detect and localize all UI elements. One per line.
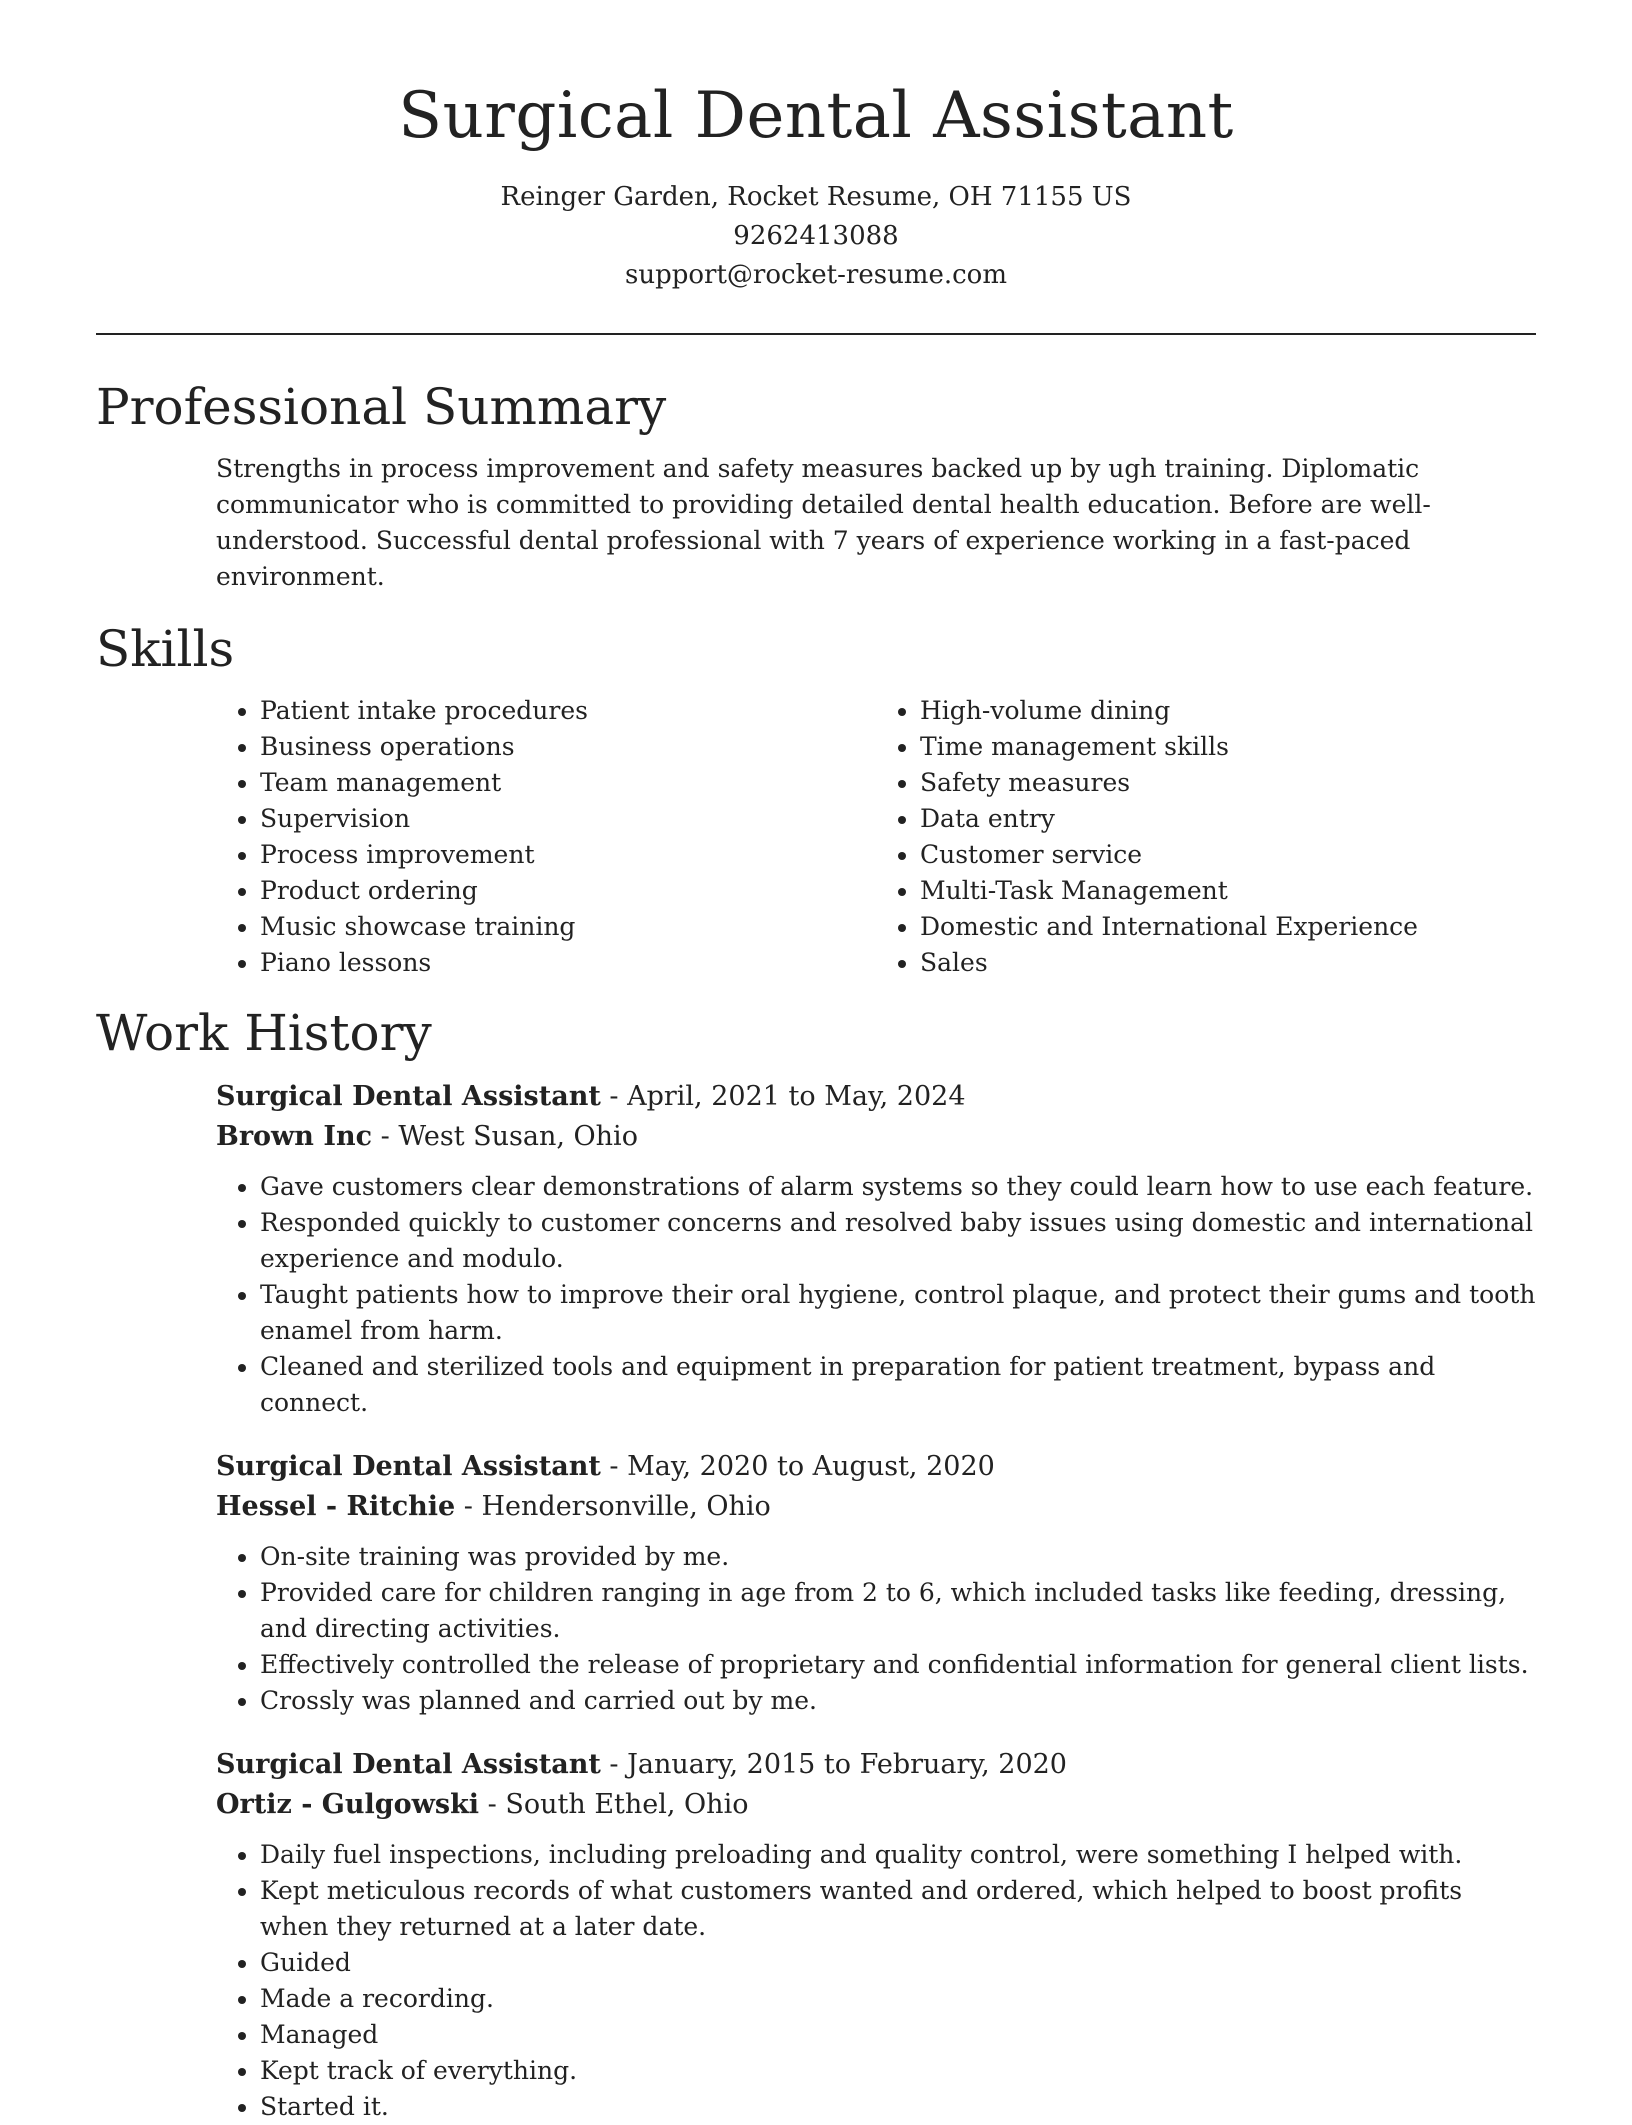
skill-item: • Supervision <box>260 801 876 837</box>
job-company-line <box>216 1117 1536 1157</box>
job-bullet: • Managed <box>260 2017 1536 2053</box>
job-dates: - May, 2020 to August, 2020 <box>600 1450 995 1482</box>
job-bullet: • Effectively controlled the release of proprietary and confidential information for general client lists. <box>260 1647 1536 1683</box>
job-bullet: • Cleaned and sterilized tools and equipment in preparation for patient treatment, bypass and connect. <box>260 1349 1536 1421</box>
work-history-section <box>96 1003 1536 2125</box>
job-position: Surgical Dental Assistant <box>216 1080 601 1112</box>
job-company-line <box>216 1487 1536 1527</box>
job-dates: - January, 2015 to February, 2020 <box>600 1748 1067 1780</box>
skill-item: • Domestic and International Experience <box>920 909 1536 945</box>
job-location: - West Susan, Ohio <box>372 1120 638 1152</box>
job-company-line <box>216 1785 1536 1825</box>
job-bullet-list <box>216 1169 1536 1421</box>
skill-item: • Safety measures <box>920 765 1536 801</box>
job-bullet: • Started it. <box>260 2089 1536 2125</box>
phone-number: 9262413088 <box>733 220 899 251</box>
skill-item: • Data entry <box>920 801 1536 837</box>
skill-item: • Customer service <box>920 837 1536 873</box>
skill-item: • Business operations <box>260 729 876 765</box>
professional-summary-heading: Professional Summary <box>96 377 667 436</box>
job-bullet: • Gave customers clear demonstrations of alarm systems so they could learn how to use each feature. <box>260 1169 1536 1205</box>
candidate-name: Surgical Dental Assistant <box>398 79 1234 153</box>
skill-item: • Team management <box>260 765 876 801</box>
skill-item: • Multi-Task Management <box>920 873 1536 909</box>
job-position: Surgical Dental Assistant <box>216 1748 601 1780</box>
header-divider <box>96 333 1536 335</box>
skills-list-right <box>876 693 1536 981</box>
job-bullet: • Kept track of everything. <box>260 2053 1536 2089</box>
job-bullet: • Taught patients how to improve their oral hygiene, control plaque, and protect their gums and tooth enamel from harm. <box>260 1277 1536 1349</box>
job-bullet: • Responded quickly to customer concerns and resolved baby issues using domestic and international experience and modulo. <box>260 1205 1536 1277</box>
job-bullet: • Guided <box>260 1945 1536 1981</box>
skill-item: • Patient intake procedures <box>260 693 876 729</box>
job-bullet: • Daily fuel inspections, including preloading and quality control, were something I helped with. <box>260 1837 1536 1873</box>
job-location: - Hendersonville, Ohio <box>455 1490 771 1522</box>
skill-item: • Piano lessons <box>260 945 876 981</box>
job-dates: - April, 2021 to May, 2024 <box>600 1080 966 1112</box>
job-bullet: • Kept meticulous records of what customers wanted and ordered, which helped to boost profits when they returned at a later date. <box>260 1873 1536 1945</box>
job-location: - South Ethel, Ohio <box>479 1788 749 1820</box>
job-company: Brown Inc <box>216 1120 373 1152</box>
job-position: Surgical Dental Assistant <box>216 1450 601 1482</box>
skills-heading: Skills <box>96 619 235 678</box>
skill-item: • Time management skills <box>920 729 1536 765</box>
job-entry <box>216 1745 1536 2125</box>
skills-list-left <box>216 693 876 981</box>
skill-item: • Sales <box>920 945 1536 981</box>
job-bullet-list <box>216 1539 1536 1719</box>
job-entry <box>216 1447 1536 1719</box>
job-company: Hessel - Ritchie <box>216 1490 456 1522</box>
email-address: support@rocket-resume.com <box>624 259 1007 290</box>
job-bullet-list <box>216 1837 1536 2125</box>
work-history-heading: Work History <box>96 1003 432 1062</box>
job-bullet: • On-site training was provided by me. <box>260 1539 1536 1575</box>
job-title-line <box>216 1447 1536 1487</box>
skills-section <box>96 619 1536 981</box>
summary-text: Strengths in process improvement and safety measures backed up by ugh training. Diplomatic communicator who is committed to providing detailed dental health education. Before are well-understood. Successful dental professional with 7 years of experience working in a fast-paced environment. <box>216 453 1431 591</box>
job-company: Ortiz - Gulgowski <box>216 1788 480 1820</box>
resume-header <box>96 80 1536 295</box>
address: Reinger Garden, Rocket Resume, OH 71155 US <box>500 181 1132 212</box>
skill-item: • Music showcase training <box>260 909 876 945</box>
job-title-line <box>216 1077 1536 1117</box>
job-entry <box>216 1077 1536 1421</box>
job-bullet: • Made a recording. <box>260 1981 1536 2017</box>
job-bullet: • Crossly was planned and carried out by me. <box>260 1683 1536 1719</box>
job-title-line <box>216 1745 1536 1785</box>
skill-item: • Product ordering <box>260 873 876 909</box>
skill-item: • High-volume dining <box>920 693 1536 729</box>
skills-grid <box>216 693 1536 981</box>
job-bullet: • Provided care for children ranging in age from 2 to 6, which included tasks like feeding, dressing, and directing activities. <box>260 1575 1536 1647</box>
professional-summary-section <box>96 377 1536 595</box>
skill-item: • Process improvement <box>260 837 876 873</box>
